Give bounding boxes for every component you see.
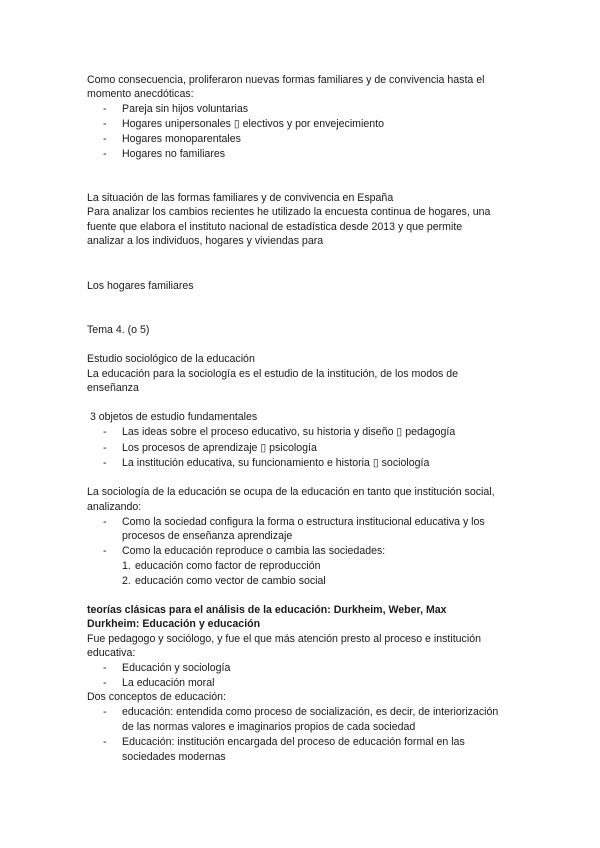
section-heading: La situación de las formas familiares y de convivencia en España xyxy=(87,192,394,204)
list-bullet: - xyxy=(103,662,107,674)
list-bullet: - xyxy=(103,426,107,438)
list-item: Como la educación reproduce o cambia las sociedades: xyxy=(122,545,386,557)
paragraph-line: La educación para la sociología es el estudio de la institución, de los modos de xyxy=(87,368,459,380)
list-item: Hogares monoparentales xyxy=(122,133,241,145)
section-heading: Tema 4. (o 5) xyxy=(87,324,150,336)
list-bullet: - xyxy=(103,103,107,115)
list-number: 2. xyxy=(122,575,131,587)
list-bullet: - xyxy=(103,118,107,130)
paragraph-line: analizando: xyxy=(87,501,142,513)
bold-heading: teorías clásicas para el análisis de la educación: Durkheim, Weber, Max xyxy=(87,604,447,616)
paragraph-line: analizar a los individuos, hogares y viviendas para xyxy=(87,235,324,247)
list-item: La educación moral xyxy=(122,677,215,689)
list-bullet: - xyxy=(103,516,107,528)
section-heading: 3 objetos de estudio fundamentales xyxy=(87,411,258,423)
list-bullet: - xyxy=(103,677,107,689)
list-bullet: - xyxy=(103,133,107,145)
list-number: 1. xyxy=(122,560,131,572)
list-item-continuation: sociedades modernas xyxy=(122,751,226,763)
paragraph-line: enseñanza xyxy=(87,382,139,394)
list-item: Los procesos de aprendizaje ▯ psicología xyxy=(122,442,317,454)
numbered-item: educación como vector de cambio social xyxy=(135,575,326,587)
list-item: Hogares no familiares xyxy=(122,148,226,160)
list-item: Hogares unipersonales ▯ electivos y por envejecimiento xyxy=(122,118,384,130)
paragraph-line: Como consecuencia, proliferaron nuevas formas familiares y de convivencia hasta el xyxy=(87,74,485,86)
bold-heading: Durkheim: Educación y educación xyxy=(87,618,261,630)
list-item-continuation: procesos de enseñanza aprendizaje xyxy=(122,530,293,542)
list-item: Educación: institución encargada del proceso de educación formal en las xyxy=(122,736,465,748)
section-heading: Estudio sociológico de la educación xyxy=(87,353,255,365)
list-item: educación: entendida como proceso de socialización, es decir, de interiorización xyxy=(122,706,499,718)
list-bullet: - xyxy=(103,457,107,469)
list-item-continuation: de las normas valores e imaginarios propios de cada sociedad xyxy=(122,721,416,733)
list-item: Pareja sin hijos voluntarias xyxy=(122,103,249,115)
paragraph-line: Fue pedagogo y sociólogo, y fue el que más atención presto al proceso e institución xyxy=(87,633,481,645)
paragraph-line: Para analizar los cambios recientes he utilizado la encuesta continua de hogares, una xyxy=(87,206,491,218)
numbered-item: educación como factor de reproducción xyxy=(135,560,321,572)
list-item: Como la sociedad configura la forma o estructura institucional educativa y los xyxy=(122,516,485,528)
section-heading: Los hogares familiares xyxy=(87,280,194,292)
paragraph-line: Dos conceptos de educación: xyxy=(87,691,226,703)
list-item: Las ideas sobre el proceso educativo, su historia y diseño ▯ pedagogía xyxy=(122,426,456,438)
paragraph-line: La sociología de la educación se ocupa de la educación en tanto que institución social, xyxy=(87,486,495,498)
list-item: Educación y sociología xyxy=(122,662,231,674)
list-bullet: - xyxy=(103,736,107,748)
paragraph-line: fuente que elabora el instituto nacional de estadística desde 2013 y que permite xyxy=(87,221,463,233)
list-bullet: - xyxy=(103,442,107,454)
list-bullet: - xyxy=(103,706,107,718)
list-bullet: - xyxy=(103,148,107,160)
list-item: La institución educativa, su funcionamiento e historia ▯ sociología xyxy=(122,457,430,469)
paragraph-line: momento anecdóticas: xyxy=(87,88,194,100)
list-bullet: - xyxy=(103,545,107,557)
paragraph-line: educativa: xyxy=(87,647,136,659)
